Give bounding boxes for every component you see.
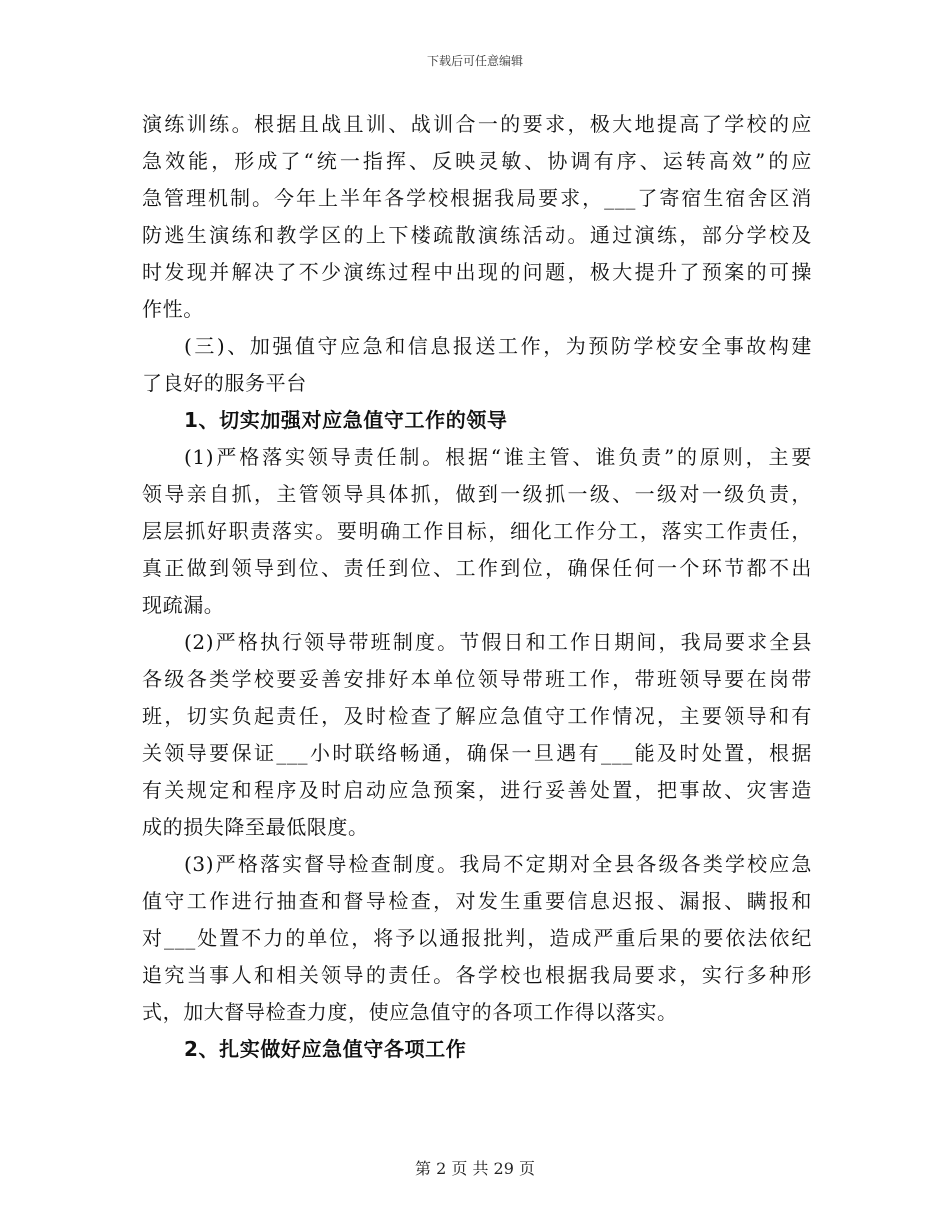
body-line: (3)严格落实督导检查制度。我局不定期对全县各级各类学校应急 bbox=[184, 852, 812, 876]
body-line: 对___处置不力的单位，将予以通报批判，造成严重后果的要依法依纪 bbox=[142, 926, 812, 950]
body-line: 防逃生演练和教学区的上下楼疏散演练活动。通过演练，部分学校及 bbox=[142, 223, 812, 247]
body-line: 成的损失降至最低限度。 bbox=[142, 815, 369, 839]
body-line: (2)严格执行领导带班制度。节假日和工作日期间，我局要求全县 bbox=[184, 630, 812, 654]
body-line: 真正做到领导到位、责任到位、工作到位，确保任何一个环节都不出 bbox=[142, 556, 812, 580]
body-line: 追究当事人和相关领导的责任。各学校也根据我局要求，实行多种形 bbox=[142, 963, 812, 987]
page-number: 第 2 页 共 29 页 bbox=[415, 1159, 535, 1178]
body-line: 时发现并解决了不少演练过程中出现的问题，极大提升了预案的可操 bbox=[142, 260, 812, 284]
body-line: 关领导要保证___小时联络畅通，确保一旦遇有___能及时处置，根据 bbox=[142, 741, 812, 765]
body-line: 作性。 bbox=[142, 297, 204, 321]
body-line: 值守工作进行抽查和督导检查，对发生重要信息迟报、漏报、瞒报和 bbox=[142, 889, 812, 913]
body-line: (1)严格落实领导责任制。根据“谁主管、谁负责”的原则，主要 bbox=[184, 445, 812, 469]
section-heading-line: (三)、加强值守应急和信息报送工作，为预防学校安全事故构建 bbox=[184, 334, 812, 358]
subsection-heading: 2、扎实做好应急值守各项工作 bbox=[184, 1037, 467, 1061]
body-line: 式，加大督导检查力度，使应急值守的各项工作得以落实。 bbox=[142, 1000, 678, 1024]
body-line: 急效能，形成了“统一指挥、反映灵敏、协调有序、运转高效”的应 bbox=[142, 149, 812, 173]
body-line: 现疏漏。 bbox=[142, 593, 225, 617]
body-line: 演练训练。根据且战且训、战训合一的要求，极大地提高了学校的应 bbox=[142, 112, 812, 136]
subsection-heading: 1、切实加强对应急值守工作的领导 bbox=[184, 408, 508, 432]
body-line: 急管理机制。今年上半年各学校根据我局要求，___了寄宿生宿舍区消 bbox=[142, 186, 812, 210]
body-line: 有关规定和程序及时启动应急预案，进行妥善处置，把事故、灾害造 bbox=[142, 778, 812, 802]
body-line: 领导亲自抓，主管领导具体抓，做到一级抓一级、一级对一级负责， bbox=[142, 482, 812, 506]
page-header: 下载后可任意编辑 bbox=[426, 54, 523, 68]
body-line: 班，切实负起责任，及时检查了解应急值守工作情况，主要领导和有 bbox=[142, 704, 812, 728]
body-line: 各级各类学校要妥善安排好本单位领导带班工作，带班领导要在岗带 bbox=[142, 667, 812, 691]
body-line: 层层抓好职责落实。要明确工作目标，细化工作分工，落实工作责任， bbox=[142, 519, 812, 543]
section-heading-line: 了良好的服务平台 bbox=[142, 371, 307, 395]
document-body bbox=[142, 106, 812, 1068]
